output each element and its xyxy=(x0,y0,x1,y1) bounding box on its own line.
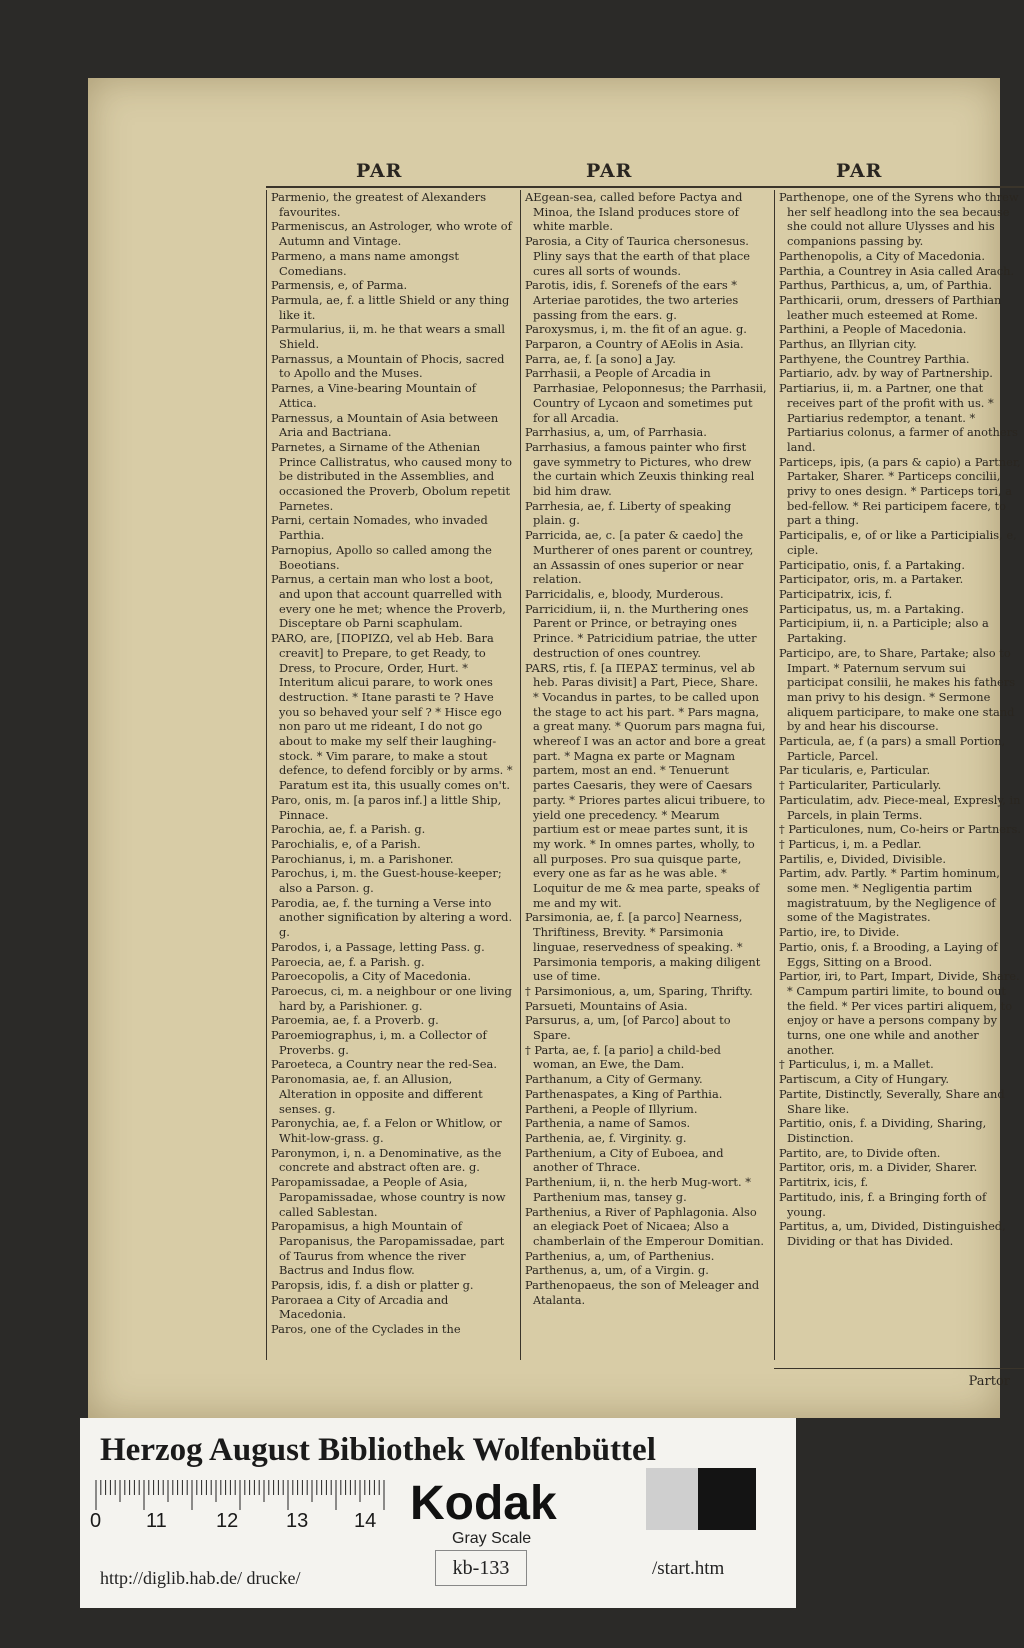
dictionary-entry: Participatrix, icis, f. xyxy=(779,586,893,601)
library-name: Herzog August Bibliothek Wolfenbüttel xyxy=(100,1432,656,1468)
column-right xyxy=(774,190,1024,1360)
dictionary-entry: Parmularius, ii, m. he that wears a small Shield. xyxy=(271,322,505,352)
gray-swatch-light xyxy=(646,1468,698,1530)
dictionary-entry: Parthyene, the Countrey Parthia. xyxy=(779,351,970,366)
dictionary-entry: Paroecia, ae, f. a Parish. g. xyxy=(271,954,425,969)
dictionary-entry: Parrhesia, ae, f. Liberty of speaking plain. g. xyxy=(525,498,732,528)
dictionary-entry: Participium, ii, n. a Participle; also a Partaking. xyxy=(779,616,989,646)
dictionary-entry: Parthenope, one of the Syrens who threw her self headlong into the sea because she could not allure Ulysses and his companions passing by. xyxy=(779,190,1019,249)
dictionary-entry: Parnessus, a Mountain of Asia between Aria and Bactriana. xyxy=(271,410,499,440)
dictionary-sheet xyxy=(266,158,1024,1408)
dictionary-entry: Parrhasius, a, um, of Parrhasia. xyxy=(525,425,707,440)
gray-swatch-dark xyxy=(698,1468,756,1530)
dictionary-entry: Partilis, e, Divided, Divisible. xyxy=(779,851,947,866)
dictionary-entry: Partito, are, to Divide often. xyxy=(779,1145,941,1160)
dictionary-entry: Partite, Distinctly, Severally, Share and Share like. xyxy=(779,1086,1005,1116)
dictionary-entry: Paropsis, idis, f. a dish or platter g. xyxy=(271,1278,474,1293)
dictionary-entry: Parthenia, ae, f. Virginity. g. xyxy=(525,1131,687,1145)
dictionary-entry: Parnus, a certain man who lost a boot, and upon that account quarrelled with every one he met; whence the Proverb, Disceptare ob Parni scaphulam. xyxy=(271,572,506,631)
catchword: Partor xyxy=(968,1374,1010,1389)
dictionary-entry: Partitor, oris, m. a Divider, Sharer. xyxy=(779,1160,978,1175)
dictionary-entry: Particulatim, adv. Piece-meal, Expresly, in Parcels, in plain Terms. xyxy=(779,792,1021,822)
dictionary-entry: Partitudo, inis, f. a Bringing forth of young. xyxy=(779,1189,987,1219)
column-left xyxy=(266,190,513,1360)
dictionary-entry: Parmeniscus, an Astrologer, who wrote of Autumn and Vintage. xyxy=(271,219,512,249)
dictionary-entry: Parthenius, a River of Paphlagonia. Also an elegiack Poet of Nicaea; Also a chamberlain of the Emperour Domitian. xyxy=(525,1204,765,1248)
dictionary-entry: Parthenus, a, um, of a Virgin. g. xyxy=(525,1263,709,1278)
dictionary-entry: Parthia, a Countrey in Asia called Arach. xyxy=(779,263,1015,278)
dictionary-entry: † Particulariter, Particularly. xyxy=(779,778,942,793)
dictionary-entry: PARO, are, [ΠΟΡΙΖΩ, vel ab Heb. Bara creavit] to Prepare, to get Ready, to Dress, to Procure, Order, Hurt. * Interitum alicui parare, to work ones destruction. * Itane parasti te ? Have you so behaved your self ? * Hisce ego non paro ut me rideant, I do not go about to make my self their laughing-stock. * Vim parare, to make a stout defence, to defend forcibly or by arms. * Paratum est ita, this usually comes on't. xyxy=(271,631,513,793)
dictionary-entry: Parodia, ae, f. the turning a Verse into another signification by altering a word. g. xyxy=(271,895,513,940)
dictionary-entry: Parochianus, i, m. a Parishoner. xyxy=(271,851,454,866)
dictionary-entry: Partitio, onis, f. a Dividing, Sharing, Distinction. xyxy=(779,1116,987,1145)
dictionary-entry: Parochialis, e, of a Parish. xyxy=(271,836,421,851)
dictionary-entry: Parthenopaeus, the son of Meleager and Atalanta. xyxy=(525,1278,760,1307)
dictionary-entry: Parotis, idis, f. Sorenefs of the ears * Arteriae parotides, the two arteries passing from the ears. g. xyxy=(525,278,739,322)
dictionary-entry: Paroeteca, a Country near the red-Sea. xyxy=(271,1057,497,1072)
dictionary-entry: Paro, onis, m. [a paros inf.] a little Ship, Pinnace. xyxy=(271,792,502,822)
dictionary-entry: † Particulus, i, m. a Mallet. xyxy=(779,1057,934,1072)
dictionary-entry: Partiario, adv. by way of Partnership. xyxy=(779,366,993,381)
dictionary-entry: Paroraea a City of Arcadia and Macedonia. xyxy=(271,1292,449,1322)
dictionary-entry: Paroemiographus, i, m. a Collector of Proverbs. g. xyxy=(271,1028,487,1057)
dictionary-entry: Participo, are, to Share, Partake; also to Impart. * Paternum servum sui participat consilii, he makes his fathers man privy to his design. * Sermone aliquem participare, to make one stand by and hear his discourse. xyxy=(779,645,1016,734)
dictionary-entry: Parricida, ae, c. [a pater & caedo] the Murtherer of ones parent or countrey, an Assassin of ones superior or near relation. xyxy=(525,528,754,587)
dictionary-entry: Paroecopolis, a City of Macedonia. xyxy=(271,969,471,984)
dictionary-entry: Partitrix, icis, f. xyxy=(779,1175,869,1190)
dictionary-entry: Parthenium, ii, n. the herb Mug-wort. * Parthenium mas, tansey g. xyxy=(525,1175,751,1204)
running-head-middle: PAR xyxy=(586,160,633,182)
dictionary-entry: Paronymon, i, n. a Denominative, as the concrete and abstract often are. g. xyxy=(271,1145,502,1175)
ruler-number: 11 xyxy=(146,1510,167,1532)
dictionary-entry: Parmenio, the greatest of Alexanders favourites. xyxy=(271,190,487,219)
gray-scale-label: Gray Scale xyxy=(452,1530,532,1547)
running-heads xyxy=(266,158,1024,188)
dictionary-entry: Particula, ae, f (a pars) a small Portion, Particle, Parcel. xyxy=(779,734,1006,763)
dictionary-entry: Parnes, a Vine-bearing Mountain of Attica. xyxy=(271,381,476,410)
dictionary-entry: Parni, certain Nomades, who invaded Parthia. xyxy=(271,513,488,543)
dictionary-entry: Partiarius, ii, m. a Partner, one that receives part of the profit with us. * Partiarius redemptor, a tenant. * Partiarius colonus, a farmer of anothers land. xyxy=(779,381,1018,454)
ruler-number: 13 xyxy=(286,1510,309,1532)
dictionary-entry: Parthanum, a City of Germany. xyxy=(525,1072,703,1087)
dictionary-entry: † Parta, ae, f. [a pario] a child-bed woman, an Ewe, the Dam. xyxy=(525,1042,721,1072)
dictionary-entry: Paropamisus, a high Mountain of Paropanisus, the Paropamissadae, part of Taurus from whence the river Bactrus and Indus flow. xyxy=(271,1219,505,1278)
dictionary-entry: Parodos, i, a Passage, letting Pass. g. xyxy=(271,939,485,954)
dictionary-entry: Particeps, ipis, (a pars & capio) a Partner, Partaker, Sharer. * Particeps concilii, privy to ones design. * Particeps tori, a bed-fellow. * Rei participem facere, to part a thing. xyxy=(779,454,1021,528)
dictionary-entry: Parnetes, a Sirname of the Athenian Prince Callistratus, who caused mony to be distributed in the Assemblies, and occasioned the Proverb, Obolum repetit Parnetes. xyxy=(271,439,512,513)
dictionary-entry: Partheni, a People of Illyrium. xyxy=(525,1101,698,1116)
start-link-text: /start.htm xyxy=(652,1558,725,1579)
dictionary-entry: Parthenia, a name of Samos. xyxy=(525,1116,691,1131)
dictionary-entry: Paros, one of the Cyclades in the xyxy=(271,1322,461,1337)
library-label xyxy=(80,1418,796,1608)
dictionary-entry: Parmeno, a mans name amongst Comedians. xyxy=(271,248,459,278)
dictionary-entry: Paroemia, ae, f. a Proverb. g. xyxy=(271,1013,439,1028)
dictionary-entry: Partiscum, a City of Hungary. xyxy=(779,1072,949,1087)
dictionary-entry: Parnopius, Apollo so called among the Boeotians. xyxy=(271,542,492,572)
dictionary-entry: † Particus, i, m. a Pedlar. xyxy=(779,836,922,851)
running-head-right: PAR xyxy=(836,160,883,182)
dictionary-entry: Participator, oris, m. a Partaker. xyxy=(779,572,964,587)
kodak-logo: Kodak xyxy=(410,1477,557,1530)
dictionary-entry: Parricidalis, e, bloody, Murderous. xyxy=(525,586,724,601)
dictionary-entry: AEgean-sea, called before Pactya and Minoa, the Island produces store of white marble. xyxy=(525,190,743,234)
dictionary-entry: Parthus, Parthicus, a, um, of Parthia. xyxy=(779,278,992,293)
dictionary-entry: Parmula, ae, f. a little Shield or any thing like it. xyxy=(271,292,510,322)
book-page xyxy=(88,78,1021,1418)
ruler-number: 0 xyxy=(90,1510,102,1532)
dictionary-entry: Parochia, ae, f. a Parish. g. xyxy=(271,822,426,837)
dictionary-entry: Parthini, a People of Macedonia. xyxy=(779,322,967,337)
ruler-number: 14 xyxy=(354,1510,377,1532)
dictionary-entry: Parsurus, a, um, [of Parco] about to Spare. xyxy=(525,1013,731,1043)
column-middle xyxy=(520,190,767,1360)
dictionary-entry: Parra, ae, f. [a sono] a Jay. xyxy=(525,351,676,366)
dictionary-entry: Participalis, e, of or like a Participialis, e, ciple. xyxy=(779,528,1017,557)
running-head-left: PAR xyxy=(356,160,403,182)
dictionary-entry: Par ticularis, e, Particular. xyxy=(779,763,931,778)
dictionary-entry: Parthenius, a, um, of Parthenius. xyxy=(525,1248,715,1263)
dictionary-entry: Parrhasii, a People of Arcadia in Parrhasiae, Peloponnesus; the Parrhasii, Country of Lycaon and sometimes put for all Arcadia. xyxy=(525,366,767,425)
dictionary-entry: Parthenopolis, a City of Macedonia. xyxy=(779,248,985,263)
dictionary-entry: Parnassus, a Mountain of Phocis, sacred to Apollo and the Muses. xyxy=(271,351,505,381)
dictionary-entry: Parsueti, Mountains of Asia. xyxy=(525,998,688,1013)
dictionary-entry: Participatio, onis, f. a Partaking. xyxy=(779,557,965,572)
dictionary-entry: Paronomasia, ae, f. an Allusion, Alteration in opposite and different senses. g. xyxy=(271,1072,483,1116)
dictionary-entry: Partim, adv. Partly. * Partim hominum, some men. * Negligentia partim magistratuum, by the Negligence of some of the Magistrates. xyxy=(779,866,1000,925)
ruler-number: 12 xyxy=(216,1510,239,1532)
dictionary-entry: Parthenium, a City of Euboea, and another of Thrace. xyxy=(525,1145,724,1175)
library-url: http://diglib.hab.de/ drucke/ xyxy=(100,1568,301,1588)
dictionary-entry: Parparon, a Country of AEolis in Asia. xyxy=(525,337,744,352)
dictionary-entry: Partior, iri, to Part, Impart, Divide, Share. * Campum partiri limite, to bound out the field. * Per vices partiri aliquem, to enjoy or have a persons company by turns, one one while and another another. xyxy=(779,969,1020,1057)
dictionary-entry: Parthenaspates, a King of Parthia. xyxy=(525,1086,723,1101)
dictionary-entry: Parricidium, ii, n. the Murthering ones Parent or Prince, or betraying ones Prince. * Patricidium patriae, the utter destruction of ones countrey. xyxy=(525,601,757,660)
dictionary-entry: Participatus, us, m. a Partaking. xyxy=(779,601,965,616)
dictionary-entry: Partitus, a, um, Divided, Distinguished, Dividing or that has Divided. xyxy=(779,1219,1006,1248)
dictionary-entry: Parsimonia, ae, f. [a parco] Nearness, Thriftiness, Brevity. * Parsimonia linguae, reservedness of speaking. * Parsimonia temporis, a making diligent use of time. xyxy=(525,910,761,984)
scale-ruler xyxy=(94,1480,394,1510)
dictionary-entry: Paropamissadae, a People of Asia, Paropamissadae, whose country is now called Sablestan. xyxy=(271,1175,506,1219)
shelfmark-box: kb-133 xyxy=(435,1550,527,1586)
dictionary-entry: Parthus, an Illyrian city. xyxy=(779,337,917,352)
dictionary-entry: Partio, onis, f. a Brooding, a Laying of Eggs, Sitting on a Brood. xyxy=(779,939,998,969)
dictionary-entry: † Parsimonious, a, um, Sparing, Thrifty. xyxy=(525,983,753,998)
dictionary-entry: Parmensis, e, of Parma. xyxy=(271,278,408,293)
dictionary-entry: Parochus, i, m. the Guest-house-keeper; also a Parson. g. xyxy=(271,866,502,896)
dictionary-entry: Paroecus, ci, m. a neighbour or one living hard by, a Parishioner. g. xyxy=(271,983,512,1013)
dictionary-entry: Paronychia, ae, f. a Felon or Whitlow, or Whit-low-grass. g. xyxy=(271,1116,502,1145)
bottom-rule xyxy=(774,1368,1024,1369)
dictionary-entry: Paroxysmus, i, m. the fit of an ague. g. xyxy=(525,322,747,337)
dictionary-entry: Parthicarii, orum, dressers of Parthian leather much esteemed at Rome. xyxy=(779,292,1002,322)
dictionary-entry: † Particulones, num, Co-heirs or Partners. xyxy=(779,822,1021,837)
dictionary-entry: Parrhasius, a famous painter who first gave symmetry to Pictures, who drew the curtain which Zeuxis thinking real bid him draw. xyxy=(525,439,755,499)
dictionary-entry: Partio, ire, to Divide. xyxy=(779,925,900,940)
dictionary-entry: PARS, rtis, f. [a ΠΕΡΑΣ terminus, vel ab heb. Paras divisit] a Part, Piece, Share. * Vocandus in partes, to be called upon the stage to act his part. * Pars magna, a great many. * Quorum pars magna fui, whereof I was an actor and bore a great part. * Magna ex parte or Magnam partem, most an end. * Tenuerunt partes Caesaris, they were of Caesars party. * Priores partes alicui tribuere, to yield one precedency. * Mearum partium est or meae partes sunt, it is my work. * In omnes partes, wholly, to all purposes. Pro sua quisque parte, every one as far as he was able. * Loquitur de me & mea parte, speaks of me and my wit. xyxy=(525,660,766,910)
dictionary-entry: Parosia, a City of Taurica chersonesus. Pliny says that the earth of that place cures all sorts of wounds. xyxy=(525,234,751,278)
